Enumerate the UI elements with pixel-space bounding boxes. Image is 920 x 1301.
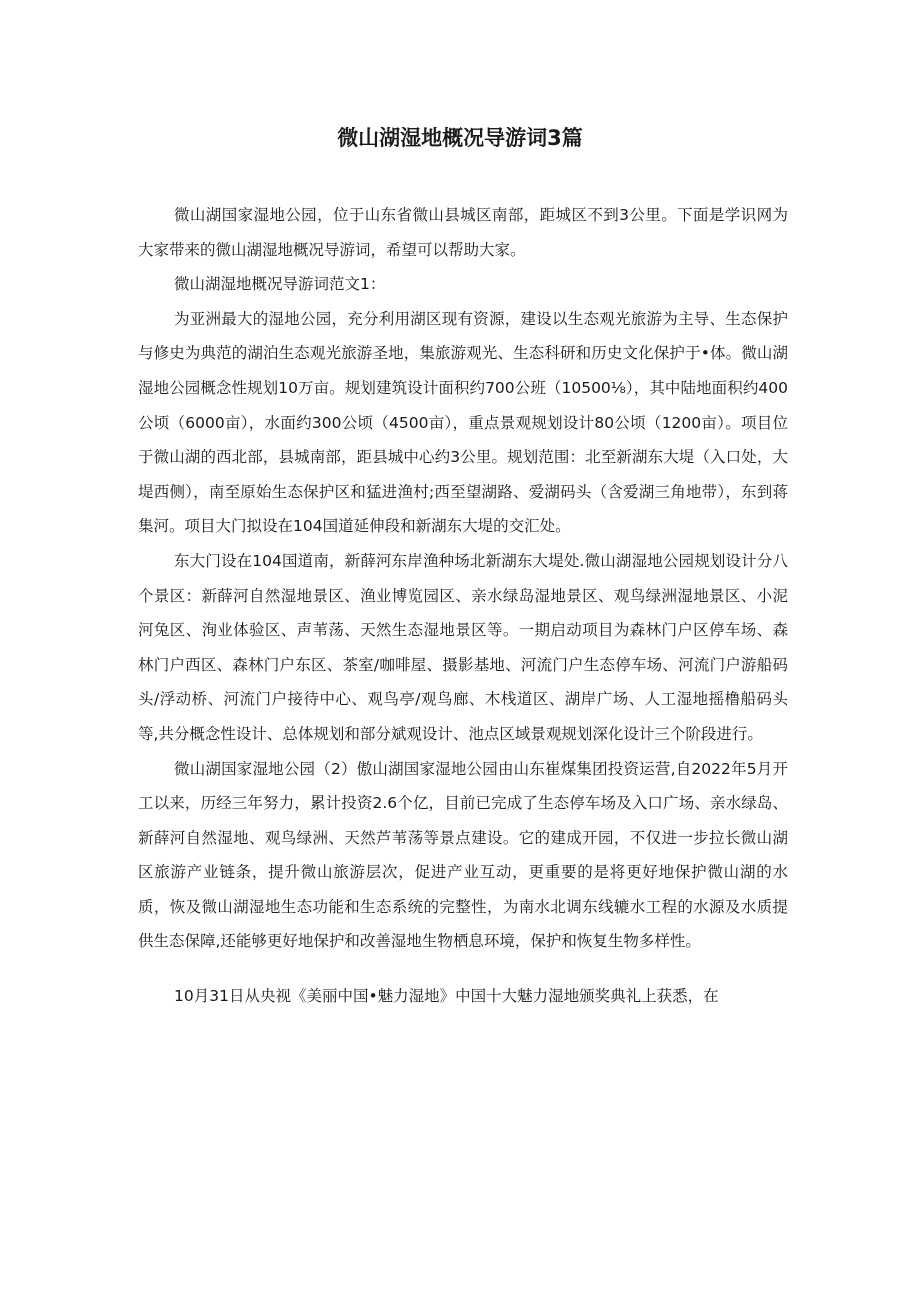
intro-paragraph: 微山湖国家湿地公园，位于山东省微山县城区南部，距城区不到3公里。下面是学识网为大家带来的微山湖湿地概况导游词，希望可以帮助大家。 — [138, 206, 788, 259]
body-paragraph: 微山湖国家湿地公园（2）傲山湖国家湿地公园由山东崔煤集团投资运营,自2022年5月开工以来，历经三年努力，累计投资2.6个亿，目前已完成了生态停车场及入口广场、亲水绿岛、新薛河自然湿地、观鸟绿洲、天然芦苇荡等景点建设。它的建成开园，不仅进一步拉长微山湖区旅游产业链条，提升微山旅游层次，促进产业互动，更重要的是将更好地保护微山湖的水质，恢及微山湖湿地生态功能和生态系统的完整性，为南水北调东线辘水工程的水源及水质提供生态保障,还能够更好地保护和改善湿地生物栖息环境，保护和恢复生物多样性。 — [138, 759, 788, 951]
body-paragraph: 东大门设在104国道南，新薛河东岸渔种场北新湖东大堤处.微山湖湿地公园规划设计分八个景区：新薛河自然湿地景区、渔业博览园区、亲水绿岛湿地景区、观鸟绿洲湿地景区、小泥河兔区、洵业体验区、声苇荡、天然生态湿地景区等。一期启动项目为森林门户区停车场、森林门户西区、森林门户东区、茶室/咖啡屋、摄影基地、河流门户生态停车场、河流门户游船码头/浮动桥、河流门户接待中心、观鸟亭/观鸟廊、木栈道区、湖岸广场、人工湿地摇橹船码头等,共分概念性设计、总体规划和部分斌观设计、池点区域景观规划深化设计三个阶段进行。 — [138, 551, 788, 743]
document-title: 微山湖湿地概况导游词3篇 — [337, 126, 583, 150]
body-paragraph: 10月31日从央视《美丽中国•魅力湿地》中国十大魅力湿地颁奖典礼上获悉，在 — [174, 987, 719, 1006]
body-paragraph: 为亚洲最大的湿地公园，充分利用湖区现有资源，建设以生态观光旅游为主导、生态保护与修史为典范的湖泊生态观光旅游圣地，集旅游观光、生态科研和历史文化保护于•体。微山湖湿地公园概念性规划10万亩。规划建筑设计面积约700公班（10500⅛），其中陆地面积约400公顷（6000亩），水面约300公顷（4500亩），重点景观规划设计80公顷（1200亩）。项目位于微山湖的西北部，县城南部，距县城中心约3公里。规划范围：北至新湖东大堤（入口处，大堤西侧），南至原始生态保护区和猛进渔村;西至望湖路、爱湖码头（含爱湖三角地带），东到蒋集河。项目大门拟设在104国道延伸段和新湖东大堤的交汇处。 — [138, 309, 788, 536]
section-heading: 微山湖湿地概况导游词范文1： — [174, 275, 386, 294]
document-body — [138, 198, 788, 1014]
